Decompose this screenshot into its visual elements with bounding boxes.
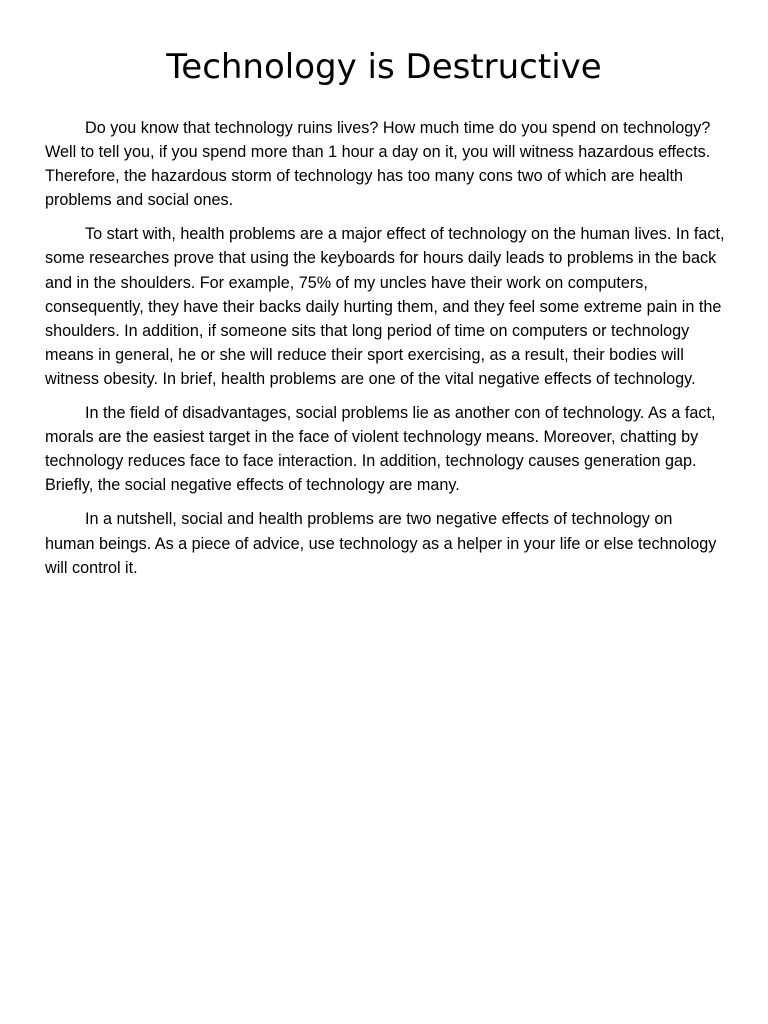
document-body — [45, 116, 725, 590]
document-title: Technology is Destructive — [166, 47, 602, 87]
paragraph-conclusion: In a nutshell, social and health problems are two negative effects of technology on human beings. As a piece of advice, use technology as a helper in your life or else technology will control it. — [45, 510, 717, 577]
paragraph-intro: Do you know that technology ruins lives? How much time do you spend on technology? Well to tell you, if you spend more than 1 hour a day on it, you will witness hazardous effects. Therefore, the hazardous storm of technology has too many cons two of which are health problems and social ones. — [45, 119, 711, 210]
paragraph-health-problems: To start with, health problems are a major effect of technology on the human lives. In fact, some researches prove that using the keyboards for hours daily leads to problems in the back and in the shoulders. For example, 75% of my uncles have their work on computers, consequently, they have their backs daily hurting them, and they feel some extreme pain in the shoulders. In addition, if someone sits that long period of time on computers or technology means in general, he or she will reduce their sport exercising, as a result, their bodies will witness obesity. In brief, health problems are one of the vital negative effects of technology. — [45, 225, 725, 388]
paragraph-social-problems: In the field of disadvantages, social problems lie as another con of technology. As a fact, morals are the easiest target in the face of violent technology means. Moreover, chatting by technology reduces face to face interaction. In addition, technology causes generation gap. Briefly, the social negative effects of technology are many. — [45, 404, 716, 495]
